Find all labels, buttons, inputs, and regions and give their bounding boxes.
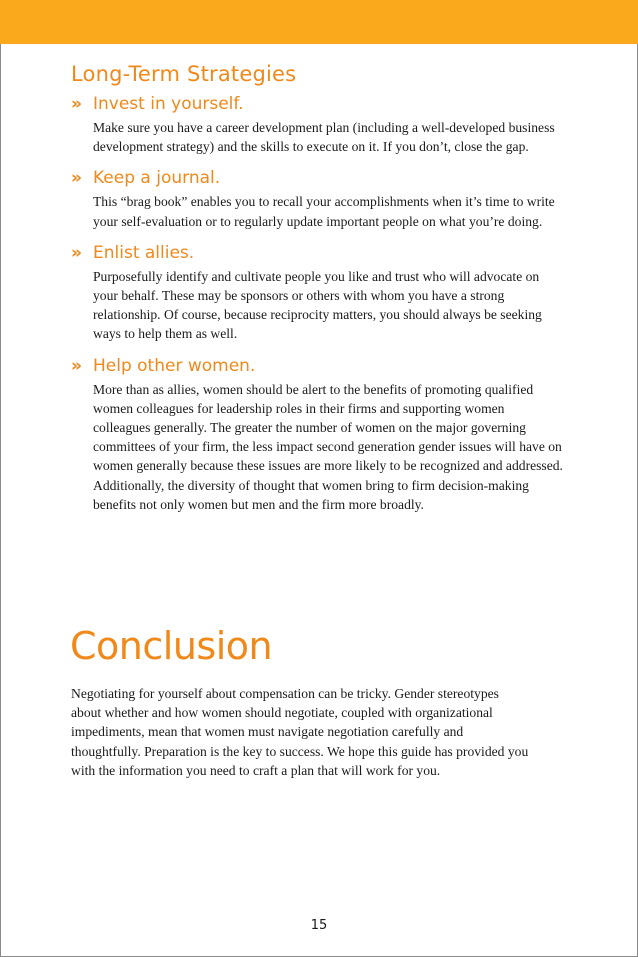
- strategy-title: Help other women.: [93, 355, 256, 376]
- conclusion-body: Negotiating for yourself about compensation can be tricky. Gender stereotypes about whether and how women should negotiate, coupled with organizational impediments, mean that women must navigate negotiation carefully and thoughtfully. Preparation is the key to success. We hope this guide has provided you with the information you need to craft a plan that will work for you.: [71, 686, 529, 778]
- strategy-body: More than as allies, women should be alert to the benefits of promoting qualified women colleagues for leadership roles in their firms and supporting women colleagues generally. The greater the number of women on the major governing committees of your firm, the less impact second generation gender issues will have on women generally because these issues are more likely to be recognized and addressed. Additionally, the diversity of thought that women bring to firm decision-making benefits not only women but men and the firm more broadly.: [93, 381, 563, 512]
- conclusion-heading: Conclusion: [70, 624, 273, 668]
- double-chevron-right-icon: ››: [71, 242, 80, 263]
- strategy-item: [71, 241, 571, 344]
- strategy-item: [71, 354, 571, 514]
- strategy-body: This “brag book” enables you to recall your accomplishments when it’s time to write your self-evaluation or to regularly update important people on what you’re doing.: [93, 194, 555, 229]
- double-chevron-right-icon: ››: [71, 355, 80, 376]
- strategy-title: Enlist allies.: [93, 242, 195, 263]
- strategy-title: Invest in yourself.: [93, 94, 244, 114]
- section-heading: Long-Term Strategies: [71, 62, 297, 86]
- strategy-item: [71, 166, 571, 230]
- double-chevron-right-icon: ››: [71, 94, 80, 114]
- long-term-strategies-section: [71, 62, 571, 524]
- strategy-body: Purposefully identify and cultivate people you like and trust who will advocate on your behalf. These may be sponsors or others with whom you have a strong relationship. Of course, because reciprocity matters, you should always be seeking ways to help them as well.: [93, 268, 542, 342]
- page-number: 15: [310, 918, 328, 933]
- strategy-title: Keep a journal.: [93, 168, 221, 189]
- strategy-body: Make sure you have a career development plan (including a well-developed business development strategy) and the skills to execute on it. If you don’t, close the gap.: [93, 120, 555, 155]
- header-band: [0, 0, 638, 44]
- double-chevron-right-icon: ››: [71, 168, 80, 189]
- strategy-item: [71, 92, 571, 156]
